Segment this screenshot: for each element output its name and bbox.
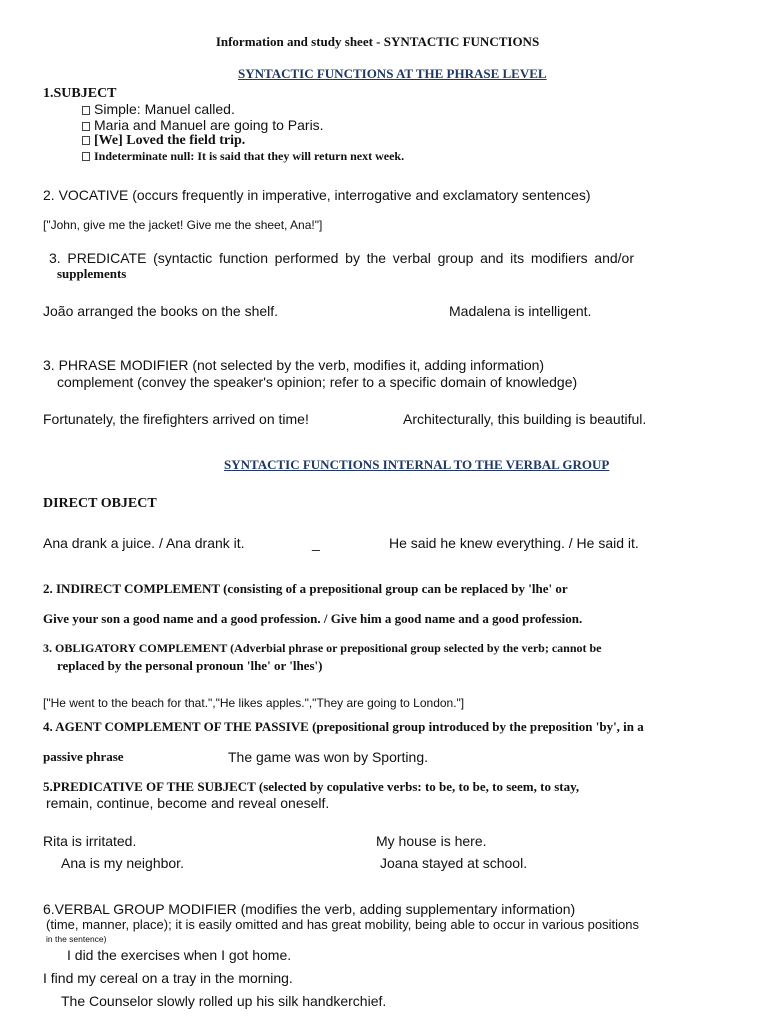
- vocative-label: 2. VOCATIVE (occurs frequently in imperative, interrogative and exclamatory sentences): [43, 187, 591, 203]
- predicative-example-2-right: Joana stayed at school.: [380, 855, 528, 871]
- predicate-label: 3. PREDICATE (syntactic function performed by the verbal group and its modifiers and/or: [49, 250, 634, 266]
- agent-complement-example: The game was won by Sporting.: [228, 749, 428, 765]
- phrase-modifier-label-cont: complement (convey the speaker's opinion; refer to a specific domain of knowledge): [57, 374, 578, 390]
- verbal-modifier-label: 6.VERBAL GROUP MODIFIER (modifies the verb, adding supplementary information): [43, 901, 576, 917]
- subject-item-simple: Simple: Manuel called.: [82, 101, 235, 117]
- predicative-example-1-right: My house is here.: [376, 833, 487, 849]
- verbal-modifier-example-2: I find my cereal on a tray in the morning.: [43, 970, 293, 986]
- agent-complement-label-cont: passive phrase: [43, 749, 124, 764]
- predicate-label-cont: supplements: [57, 266, 127, 281]
- predicative-label-cont: remain, continue, become and reveal oneself.: [46, 795, 330, 811]
- checkbox-icon: [82, 122, 90, 131]
- section-heading-phrase-level: SYNTACTIC FUNCTIONS AT THE PHRASE LEVEL: [238, 66, 547, 81]
- predicate-example-right: Madalena is intelligent.: [449, 303, 592, 319]
- subject-item-indeterminate: Indeterminate null: It is said that they will return next week.: [82, 149, 404, 164]
- direct-object-example-right: He said he knew everything. / He said it.: [389, 535, 639, 551]
- subject-item-null: [We] Loved the field trip.: [82, 133, 245, 149]
- obligatory-complement-label: 3. OBLIGATORY COMPLEMENT (Adverbial phrase or prepositional group selected by the verb; cannot be: [43, 641, 602, 655]
- predicate-example-left: João arranged the books on the shelf.: [43, 303, 279, 319]
- indirect-complement-example: Give your son a good name and a good profession. / Give him a good name and a good profession.: [43, 611, 583, 626]
- predicative-label: 5.PREDICATIVE OF THE SUBJECT (selected by copulative verbs: to be, to be, to seem, to stay,: [43, 779, 580, 794]
- phrase-modifier-label: 3. PHRASE MODIFIER (not selected by the verb, modifies it, adding information): [43, 357, 545, 373]
- predicative-example-2-left: Ana is my neighbor.: [61, 855, 184, 871]
- phrase-modifier-example-left: Fortunately, the firefighters arrived on time!: [43, 411, 309, 427]
- indirect-complement-label: 2. INDIRECT COMPLEMENT (consisting of a prepositional group can be replaced by 'lhe' or: [43, 581, 568, 596]
- subject-item-compound: Maria and Manuel are going to Paris.: [82, 117, 324, 133]
- vocative-example: ["John, give me the jacket! Give me the sheet, Ana!"]: [43, 218, 323, 232]
- checkbox-icon: [82, 106, 90, 115]
- subject-label: 1.SUBJECT: [43, 86, 117, 101]
- phrase-modifier-example-right: Architecturally, this building is beautiful.: [403, 411, 647, 427]
- direct-object-example-left: Ana drank a juice. / Ana drank it.: [43, 535, 245, 551]
- obligatory-complement-example: ["He went to the beach for that.","He likes apples.","They are going to London."]: [43, 696, 465, 710]
- checkbox-icon: [82, 152, 90, 161]
- obligatory-complement-label-cont: replaced by the personal pronoun 'lhe' or 'lhes'): [57, 658, 323, 673]
- section-heading-verbal-group: SYNTACTIC FUNCTIONS INTERNAL TO THE VERBAL GROUP: [224, 457, 610, 472]
- verbal-modifier-label-cont: (time, manner, place); it is easily omitted and has great mobility, being able to occur in various positions: [46, 917, 639, 932]
- page-title: Information and study sheet - SYNTACTIC FUNCTIONS: [215, 34, 540, 49]
- verbal-modifier-example-1: I did the exercises when I got home.: [67, 947, 292, 963]
- direct-object-label: DIRECT OBJECT: [43, 496, 157, 511]
- direct-object-dash: _: [312, 535, 320, 551]
- verbal-modifier-example-3: The Counselor slowly rolled up his silk handkerchief.: [61, 993, 387, 1009]
- predicative-example-1-left: Rita is irritated.: [43, 833, 137, 849]
- checkbox-icon: [82, 136, 90, 145]
- verbal-modifier-label-note: in the sentence): [46, 934, 107, 944]
- agent-complement-label: 4. AGENT COMPLEMENT OF THE PASSIVE (prepositional group introduced by the preposition 'by', in a: [43, 719, 644, 734]
